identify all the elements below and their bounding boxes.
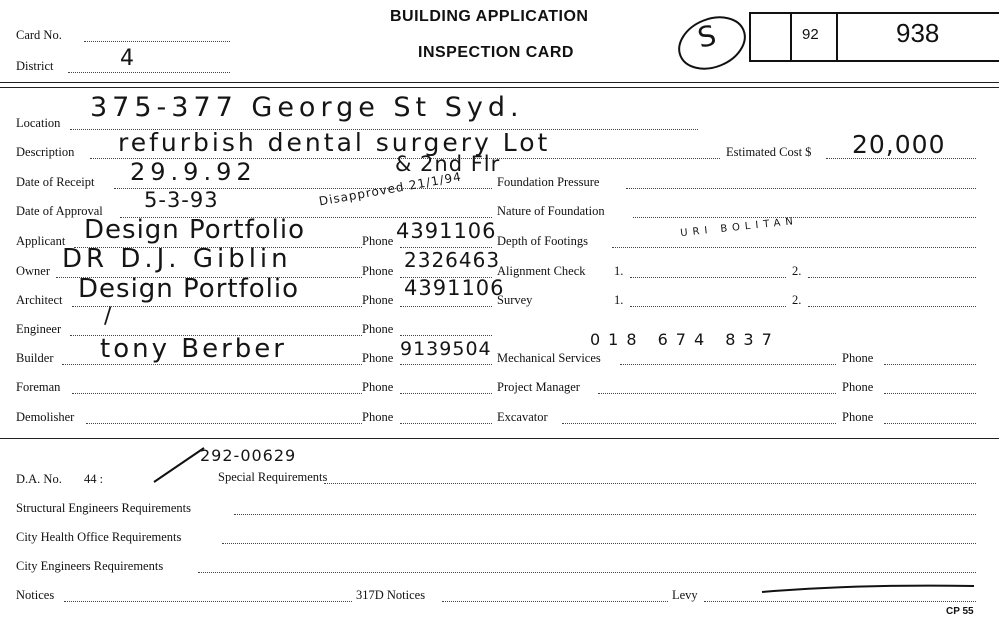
notices-line[interactable] <box>64 601 352 602</box>
card-no-label: Card No. <box>16 28 62 42</box>
location-label: Location <box>16 116 61 130</box>
special-requirements-label: Special Requirements <box>218 470 328 484</box>
owner-label: Owner <box>16 264 51 278</box>
card-number: 938 <box>896 18 940 48</box>
estimated-cost-value: 20,000 <box>852 130 946 159</box>
applicant-value: Design Portfolio <box>84 215 305 245</box>
foreman-phone-line[interactable] <box>400 393 492 394</box>
district-value: 4 <box>120 46 135 71</box>
city-engineers-requirements-line[interactable] <box>198 572 976 573</box>
health-requirements-label: City Health Office Requirements <box>16 530 182 544</box>
architect-phone-line[interactable] <box>400 306 492 307</box>
da-no-label: D.A. No. <box>16 472 62 486</box>
notices-label: Notices <box>16 588 55 602</box>
foundation-pressure-line[interactable] <box>626 188 976 189</box>
depth-of-footings-value: URI BOLITAN <box>679 215 799 240</box>
title-line-1: BUILDING APPLICATION <box>390 8 589 25</box>
foreman-label: Foreman <box>16 380 61 394</box>
demolisher-phone-label: Phone <box>362 410 394 424</box>
notices-317d-line[interactable] <box>442 601 668 602</box>
da-handwritten-value: 292-00629 <box>200 446 297 465</box>
engineer-label: Engineer <box>16 322 62 336</box>
foundation-pressure-label: Foundation Pressure <box>497 175 600 189</box>
levy-label: Levy <box>672 588 698 602</box>
alignment-check-num2: 2. <box>792 264 802 278</box>
applicant-label: Applicant <box>16 234 66 248</box>
date-of-receipt-label: Date of Receipt <box>16 175 95 189</box>
builder-label: Builder <box>16 351 54 365</box>
da-no-value: 44 : <box>84 472 104 486</box>
owner-phone-label: Phone <box>362 264 394 278</box>
approval-stamp: Disapproved 21/1/94 <box>317 169 463 209</box>
project-manager-phone-label: Phone <box>842 380 874 394</box>
mechanical-services-label: Mechanical Services <box>497 351 601 365</box>
city-engineers-requirements-label: City Engineers Requirements <box>16 559 164 573</box>
builder-phone-line[interactable] <box>400 364 492 365</box>
architect-value: Design Portfolio <box>78 274 299 304</box>
builder-line[interactable] <box>62 364 362 365</box>
structural-requirements-label: Structural Engineers Requirements <box>16 501 191 515</box>
district-label: District <box>16 59 54 73</box>
mechanical-services-value: 018 674 837 <box>590 330 780 349</box>
card-no-line[interactable] <box>84 41 230 42</box>
description-value-2: & 2nd Flr <box>395 152 501 176</box>
engineer-phone-line[interactable] <box>400 335 492 336</box>
circled-s-letter: S <box>694 18 721 55</box>
demolisher-phone-line[interactable] <box>400 423 492 424</box>
demolisher-label: Demolisher <box>16 410 75 424</box>
levy-line[interactable] <box>704 601 976 602</box>
excavator-phone-line[interactable] <box>884 423 976 424</box>
project-manager-line[interactable] <box>598 393 836 394</box>
title-line-2: INSPECTION CARD <box>418 44 574 61</box>
structural-requirements-line[interactable] <box>234 514 976 515</box>
form-code: CP 55 <box>946 606 974 617</box>
levy-stroke-mark <box>760 582 976 596</box>
foreman-line[interactable] <box>72 393 362 394</box>
applicant-phone-label: Phone <box>362 234 394 248</box>
mid-divider <box>0 438 999 439</box>
mechanical-services-phone-label: Phone <box>842 351 874 365</box>
excavator-phone-label: Phone <box>842 410 874 424</box>
mechanical-services-line[interactable] <box>620 364 836 365</box>
applicant-phone-value: 4391106 <box>396 219 497 243</box>
date-of-approval-label: Date of Approval <box>16 204 103 218</box>
demolisher-line[interactable] <box>86 423 362 424</box>
owner-value: DR D.J. Giblin <box>62 244 292 274</box>
project-manager-label: Project Manager <box>497 380 580 394</box>
alignment-check-label: Alignment Check <box>497 264 586 278</box>
architect-phone-value: 4391106 <box>404 276 505 300</box>
estimated-cost-label: Estimated Cost $ <box>726 145 812 159</box>
nature-of-foundation-line[interactable] <box>633 217 976 218</box>
card-number-prefix: 92 <box>802 26 819 43</box>
health-requirements-line[interactable] <box>222 543 976 544</box>
description-value: refurbish dental surgery Lot <box>118 128 551 157</box>
survey-line-2[interactable] <box>808 306 976 307</box>
card-number-box <box>749 12 999 62</box>
top-divider <box>0 82 999 83</box>
location-value: 375-377 George St Syd. <box>90 92 524 123</box>
excavator-label: Excavator <box>497 410 548 424</box>
project-manager-phone-line[interactable] <box>884 393 976 394</box>
excavator-line[interactable] <box>562 423 836 424</box>
depth-of-footings-line[interactable] <box>612 247 976 248</box>
survey-num2: 2. <box>792 293 802 307</box>
architect-phone-label: Phone <box>362 293 394 307</box>
builder-phone-value: 9139504 <box>400 338 492 360</box>
architect-label: Architect <box>16 293 63 307</box>
survey-line-1[interactable] <box>630 306 786 307</box>
district-line[interactable] <box>68 72 230 73</box>
builder-phone-label: Phone <box>362 351 394 365</box>
foreman-phone-label: Phone <box>362 380 394 394</box>
nature-of-foundation-label: Nature of Foundation <box>497 204 605 218</box>
alignment-check-num1: 1. <box>614 264 624 278</box>
architect-line[interactable] <box>72 306 362 307</box>
mechanical-services-phone-line[interactable] <box>884 364 976 365</box>
builder-value: tony Berber <box>100 334 287 364</box>
notices-317d-label: 317D Notices <box>356 588 426 602</box>
survey-label: Survey <box>497 293 533 307</box>
owner-phone-value: 2326463 <box>404 248 501 272</box>
engineer-value: / <box>104 304 113 329</box>
engineer-phone-label: Phone <box>362 322 394 336</box>
date-of-approval-value: 5-3-93 <box>144 188 219 212</box>
depth-of-footings-label: Depth of Footings <box>497 234 588 248</box>
survey-num1: 1. <box>614 293 624 307</box>
top-divider-2 <box>0 87 999 88</box>
date-of-receipt-value: 29.9.92 <box>130 158 257 186</box>
alignment-check-line-2[interactable] <box>808 277 976 278</box>
description-label: Description <box>16 145 75 159</box>
alignment-check-line-1[interactable] <box>630 277 786 278</box>
special-requirements-line[interactable] <box>324 483 976 484</box>
